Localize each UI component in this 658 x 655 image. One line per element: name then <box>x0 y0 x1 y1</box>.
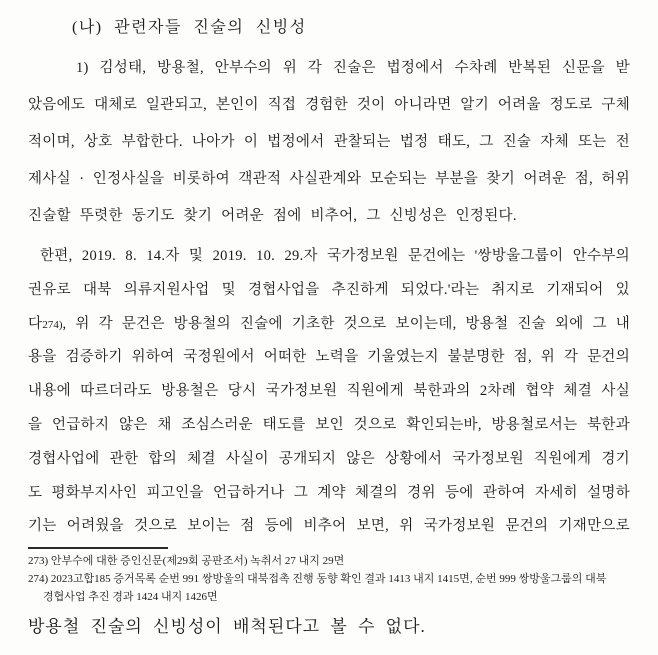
closing-line: 방용철 진술의 신빙성이 배척된다고 볼 수 없다. <box>28 617 426 636</box>
footnote-274-continuation: 경협사업 추진 경과 1424 내지 1426면 <box>43 591 218 603</box>
footnote-273: 273) 안부수에 대한 증인신문(제29회 공판조서) 녹취서 27 내지 29면 <box>28 555 345 567</box>
body-line: 기는 어려웠을 것으로 보이는 점 등에 비추어 보면, 위 국가정보원 문건의 기재만으로 <box>28 518 630 535</box>
body-line: 을 언급하지 않은 채 조심스러운 태도를 보인 것으로 확인되는바, 방용철로서는 북한과 <box>28 416 630 433</box>
body-line: 았음에도 대체로 일관되고, 본인이 직접 경험한 것이 아니라면 알기 어려울 정도로 구체 <box>28 97 630 113</box>
body-text: , 위 각 문건은 방용철의 진술에 기초한 것으로 보이는데, 방용철 진술 외에 그 내 <box>62 315 630 332</box>
footnote-ref-274: 274) <box>42 318 63 331</box>
footnote-274: 274) 2023고합185 증거목록 순번 991 쌍방울의 대북접촉 진행 동향 확인 결과 1413 내지 1415면, 순번 999 쌍방울그룹의 대북 <box>28 573 607 585</box>
body-line: 1) 김성태, 방용철, 안부수의 위 각 진술은 법정에서 수차례 반복된 신문을 받 <box>76 60 630 76</box>
section-heading: (나) 관련자들 진술의 신빙성 <box>72 19 307 36</box>
body-line: 도 평화부지사인 피고인을 언급하거나 그 계약 체결의 경위 등에 관하여 자세히 설명하 <box>28 484 630 501</box>
footnote-block <box>28 552 642 606</box>
body-line: 용을 검증하기 위하여 국정원에서 어떠한 노력을 기울였는지 불분명한 점, 위 각 문건의 <box>28 349 630 366</box>
body-line: 적이며, 상호 부합한다. 나아가 이 법정에서 관찰되는 법정 태도, 그 진술 자체 또는 전 <box>28 134 630 150</box>
body-line: 권유로 대북 의류지원사업 및 경협사업을 추진하게 되었다.'라는 취지로 기재되어 있 <box>28 281 630 298</box>
body-line: 내용에 따르더라도 방용철은 당시 국가정보원 직원에게 북한과의 2차례 협약 체결 사실 <box>28 383 630 400</box>
paragraph-2 <box>28 240 630 544</box>
body-line: 진술할 뚜렷한 동기도 찾기 어려운 점에 비추어, 그 신빙성은 인정된다. <box>28 208 517 224</box>
body-line-with-footnote-ref <box>28 308 630 342</box>
body-line: 경협사업에 관한 합의 체결 사실이 공개되지 않은 상황에서 국가정보원 직원에게 경기 <box>28 450 630 467</box>
footnote-separator <box>28 547 168 549</box>
paragraph-1 <box>28 50 630 235</box>
body-line: 한편, 2019. 8. 14.자 및 2019. 10. 29.자 국가정보원 문건에는 '쌍방울그룹이 안수부의 <box>40 248 630 264</box>
body-text: 다 <box>28 315 43 332</box>
body-line: 제사실 · 인정사실을 비롯하여 객관적 사실관계와 모순되는 부분을 찾기 어려운 점, 허위 <box>28 171 630 187</box>
